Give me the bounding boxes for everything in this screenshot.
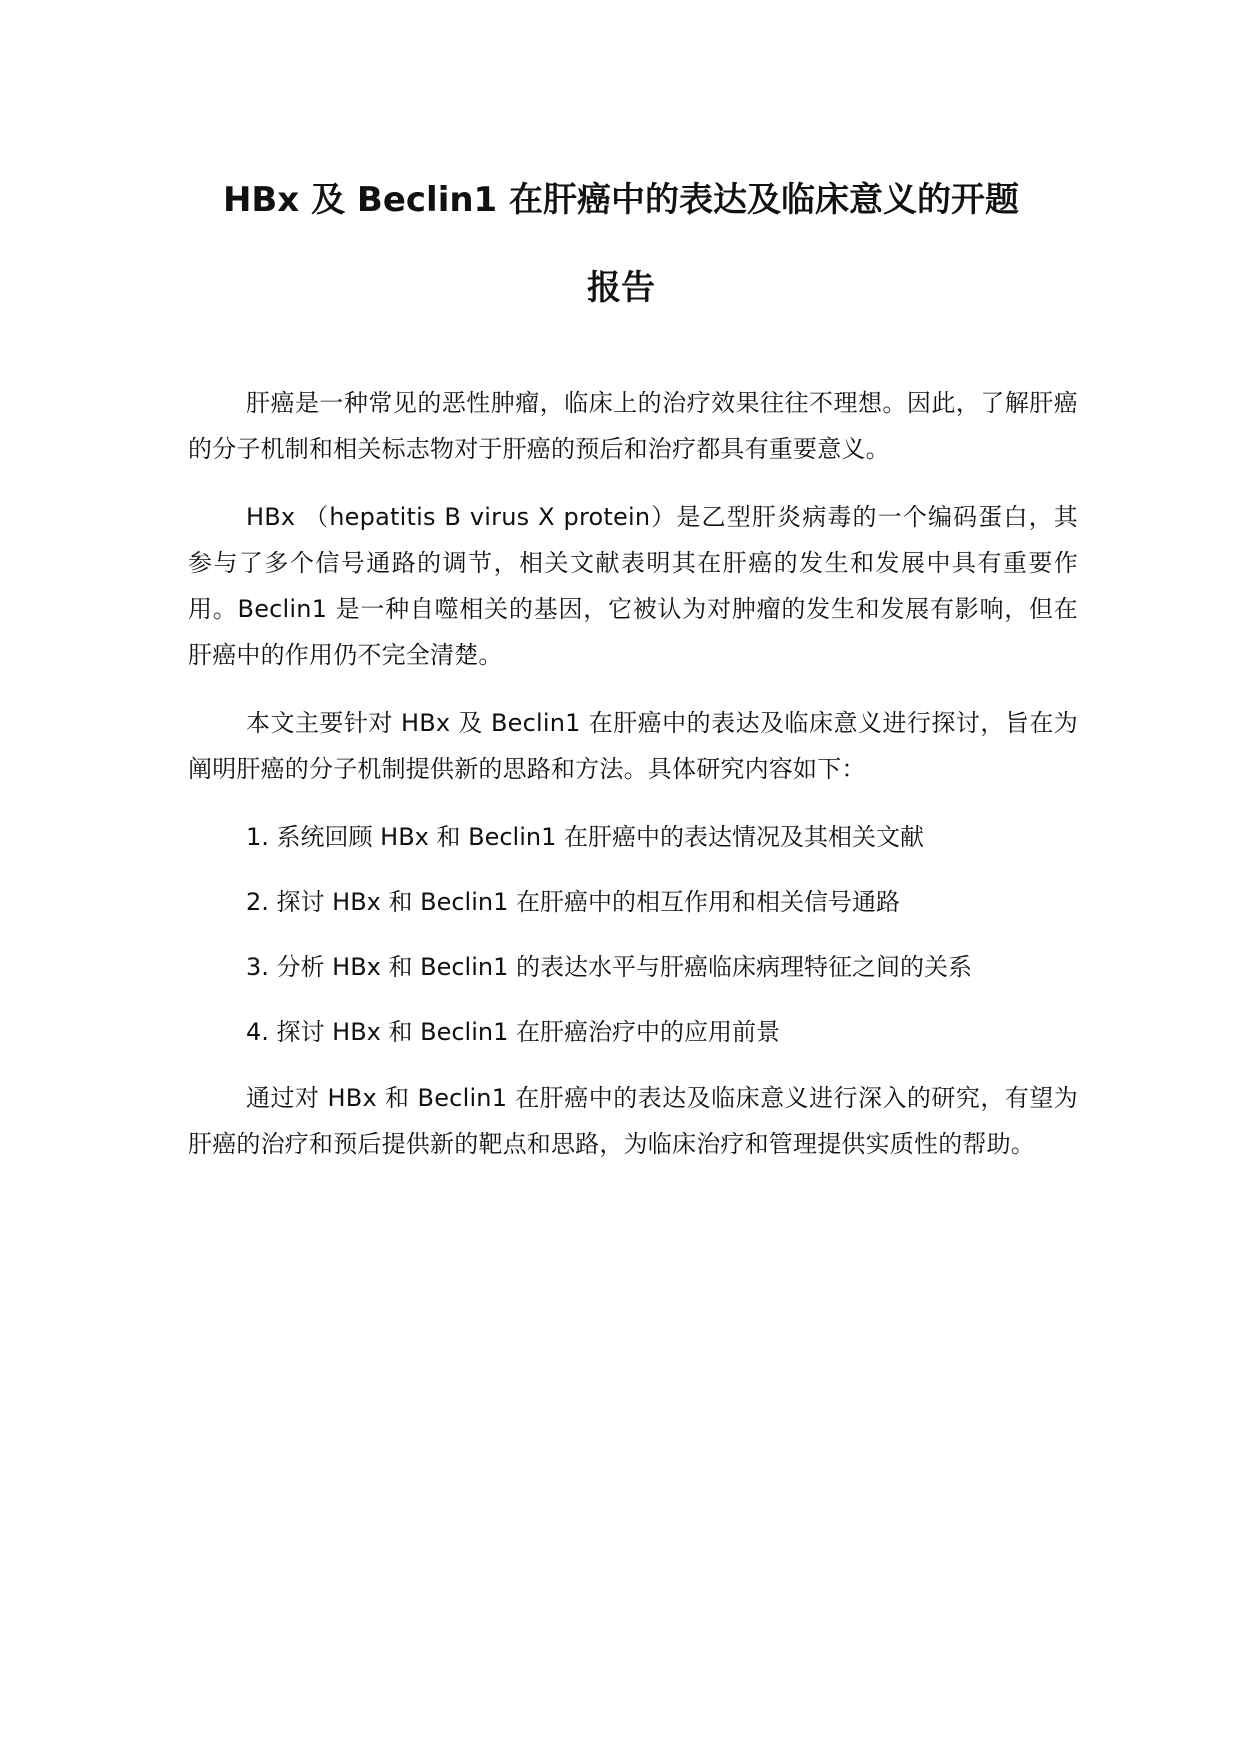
list-item: 3. 分析 HBx 和 Beclin1 的表达水平与肝癌临床病理特征之间的关系: [246, 953, 972, 981]
list-item: 2. 探讨 HBx 和 Beclin1 在肝癌中的相互作用和相关信号通路: [246, 888, 900, 916]
document-body: [188, 380, 1078, 1189]
document-title-line1: HBx 及 Beclin1 在肝癌中的表达及临床意义的开题: [222, 180, 1020, 220]
document-title-line2: 报告: [587, 268, 655, 308]
paragraph-conclusion: 通过对 HBx 和 Beclin1 在肝癌中的表达及临床意义进行深入的研究，有望为肝癌的治疗和预后提供新的靶点和思路，为临床治疗和管理提供实质性的帮助。: [188, 1084, 1078, 1158]
paragraph-hbx-beclin1: HBx （hepatitis B virus X protein）是乙型肝炎病毒的一个编码蛋白，其参与了多个信号通路的调节，相关文献表明其在肝癌的发生和发展中具有重要作用。Beclin1 是一种自噬相关的基因，它被认为对肿瘤的发生和发展有影响，但在肝癌中的作用仍不完全清楚。: [188, 503, 1078, 669]
list-item: 4. 探讨 HBx 和 Beclin1 在肝癌治疗中的应用前景: [246, 1018, 780, 1046]
paragraph-aim: 本文主要针对 HBx 及 Beclin1 在肝癌中的表达及临床意义进行探讨，旨在为阐明肝癌的分子机制提供新的思路和方法。具体研究内容如下：: [188, 709, 1078, 783]
paragraph-intro: 肝癌是一种常见的恶性肿瘤，临床上的治疗效果往往不理想。因此，了解肝癌的分子机制和相关标志物对于肝癌的预后和治疗都具有重要意义。: [188, 389, 1078, 463]
list-item: 1. 系统回顾 HBx 和 Beclin1 在肝癌中的表达情况及其相关文献: [246, 823, 924, 851]
research-content-list: [188, 814, 1078, 1055]
